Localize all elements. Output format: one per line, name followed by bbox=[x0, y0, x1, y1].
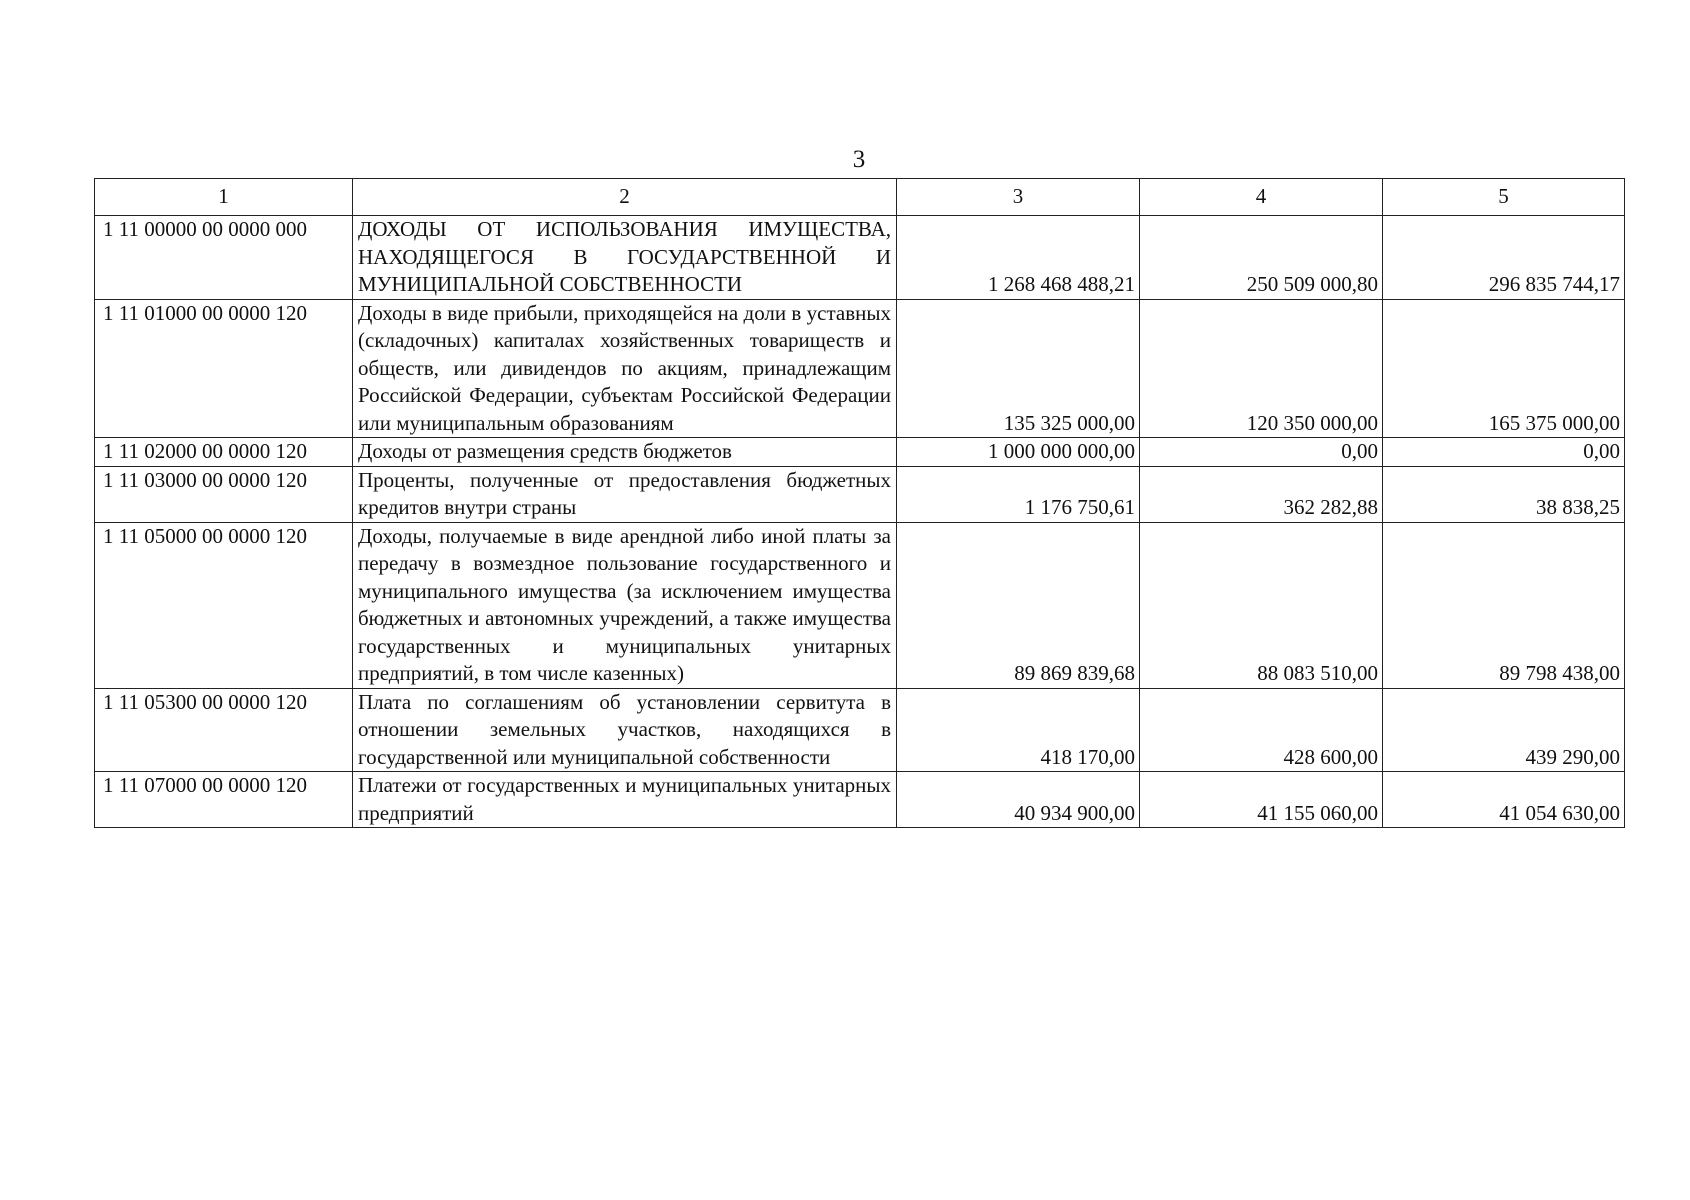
revenue-name: Доходы от размещения средств бюджетов bbox=[353, 438, 897, 467]
amount-col4: 120 350 000,00 bbox=[1140, 299, 1383, 438]
table-row bbox=[95, 772, 1625, 828]
amount-col3: 418 170,00 bbox=[897, 688, 1140, 772]
amount-col5: 439 290,00 bbox=[1383, 688, 1625, 772]
revenue-name: Доходы, получаемые в виде арендной либо иной платы за передачу в возмездное пользование государственного и муниципального имущества (за исключением имущества бюджетных и автономных учреждений, а также имущества государственных и муниципальных унитарных предприятий, в том числе казенных) bbox=[353, 522, 897, 688]
amount-col4: 0,00 bbox=[1140, 438, 1383, 467]
column-number-row bbox=[95, 179, 1625, 216]
column-number-4: 4 bbox=[1140, 179, 1383, 216]
revenue-name: Плата по соглашениям об установлении сервитута в отношении земельных участков, находящихся в государственной или муниципальной собственности bbox=[353, 688, 897, 772]
budget-revenue-table bbox=[94, 178, 1625, 828]
amount-col3: 1 176 750,61 bbox=[897, 466, 1140, 522]
table-row bbox=[95, 299, 1625, 438]
amount-col5: 89 798 438,00 bbox=[1383, 522, 1625, 688]
amount-col4: 88 083 510,00 bbox=[1140, 522, 1383, 688]
amount-col5: 41 054 630,00 bbox=[1383, 772, 1625, 828]
amount-col5: 0,00 bbox=[1383, 438, 1625, 467]
revenue-code: 1 11 03000 00 0000 120 bbox=[95, 466, 353, 522]
revenue-code: 1 11 02000 00 0000 120 bbox=[95, 438, 353, 467]
table-row bbox=[95, 438, 1625, 467]
table-row bbox=[95, 216, 1625, 300]
column-number-3: 3 bbox=[897, 179, 1140, 216]
amount-col5: 165 375 000,00 bbox=[1383, 299, 1625, 438]
revenue-code: 1 11 05000 00 0000 120 bbox=[95, 522, 353, 688]
amount-col5: 296 835 744,17 bbox=[1383, 216, 1625, 300]
column-number-2: 2 bbox=[353, 179, 897, 216]
amount-col3: 40 934 900,00 bbox=[897, 772, 1140, 828]
table-row bbox=[95, 522, 1625, 688]
revenue-code: 1 11 01000 00 0000 120 bbox=[95, 299, 353, 438]
amount-col3: 89 869 839,68 bbox=[897, 522, 1140, 688]
column-number-5: 5 bbox=[1383, 179, 1625, 216]
revenue-name: Платежи от государственных и муниципальных унитарных предприятий bbox=[353, 772, 897, 828]
amount-col4: 250 509 000,80 bbox=[1140, 216, 1383, 300]
revenue-code: 1 11 00000 00 0000 000 bbox=[95, 216, 353, 300]
amount-col4: 41 155 060,00 bbox=[1140, 772, 1383, 828]
page-number: 3 bbox=[852, 146, 866, 173]
revenue-name: Проценты, полученные от предоставления бюджетных кредитов внутри страны bbox=[353, 466, 897, 522]
amount-col3: 1 268 468 488,21 bbox=[897, 216, 1140, 300]
amount-col3: 135 325 000,00 bbox=[897, 299, 1140, 438]
amount-col4: 428 600,00 bbox=[1140, 688, 1383, 772]
revenue-code: 1 11 05300 00 0000 120 bbox=[95, 688, 353, 772]
revenue-name: ДОХОДЫ ОТ ИСПОЛЬЗОВАНИЯ ИМУЩЕСТВА, НАХОДЯЩЕГОСЯ В ГОСУДАРСТВЕННОЙ И МУНИЦИПАЛЬНОЙ СОБСТВЕННОСТИ bbox=[353, 216, 897, 300]
table-row bbox=[95, 688, 1625, 772]
amount-col4: 362 282,88 bbox=[1140, 466, 1383, 522]
revenue-code: 1 11 07000 00 0000 120 bbox=[95, 772, 353, 828]
revenue-name: Доходы в виде прибыли, приходящейся на доли в уставных (складочных) капиталах хозяйственных товариществ и обществ, или дивидендов по акциям, принадлежащим Российской Федерации, субъектам Российской Федерации или муниципальным образованиям bbox=[353, 299, 897, 438]
table-row bbox=[95, 466, 1625, 522]
column-number-1: 1 bbox=[95, 179, 353, 216]
amount-col3: 1 000 000 000,00 bbox=[897, 438, 1140, 467]
amount-col5: 38 838,25 bbox=[1383, 466, 1625, 522]
